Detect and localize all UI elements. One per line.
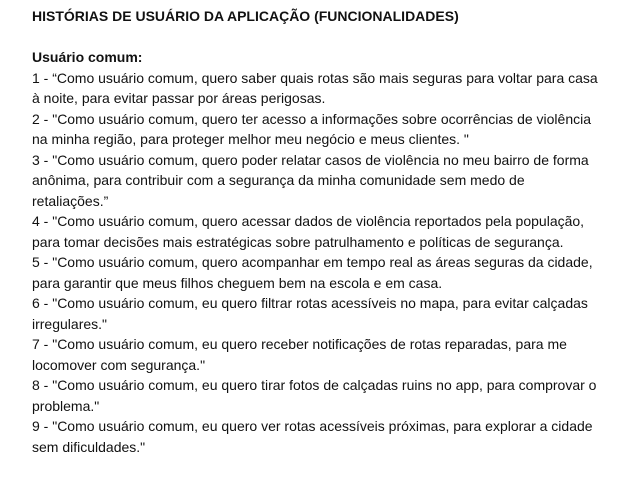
user-story-9: 9 - "Como usuário comum, eu quero ver rotas acessíveis próximas, para explorar a cidade sem dificuldades."	[32, 418, 593, 455]
user-story-8: 8 - "Como usuário comum, eu quero tirar fotos de calçadas ruins no app, para comprovar o problema."	[32, 377, 597, 414]
user-story-7: 7 - "Como usuário comum, eu quero receber notificações de rotas reparadas, para me locomover com segurança."	[32, 336, 567, 373]
user-story-2: 2 - "Como usuário comum, quero ter acesso a informações sobre ocorrências de violência na minha região, para proteger melhor meu negócio e meus clientes. "	[32, 110, 592, 147]
user-story-1: 1 - “Como usuário comum, quero saber quais rotas são mais seguras para voltar para casa à noite, para evitar passar por áreas perigosas.	[32, 69, 598, 106]
user-story-5: 5 - "Como usuário comum, quero acompanhar em tempo real as áreas seguras da cidade, para garantir que meus filhos cheguem bem na escola e em casa.	[32, 254, 593, 291]
section-heading: Usuário comum:	[32, 49, 143, 65]
document-title: HISTÓRIAS DE USUÁRIO DA APLICAÇÃO (FUNCIONALIDADES)	[32, 8, 459, 24]
user-story-3: 3 - "Como usuário comum, quero poder relatar casos de violência no meu bairro de forma anônima, para contribuir com a segurança da minha comunidade sem medo de retaliações.”	[32, 151, 589, 209]
user-story-4: 4 - "Como usuário comum, quero acessar dados de violência reportados pela população, para tomar decisões mais estratégicas sobre patrulhamento e políticas de segurança.	[32, 213, 585, 250]
user-story-6: 6 - "Como usuário comum, eu quero filtrar rotas acessíveis no mapa, para evitar calçadas irregulares."	[32, 295, 588, 332]
blank-line	[32, 27, 622, 48]
